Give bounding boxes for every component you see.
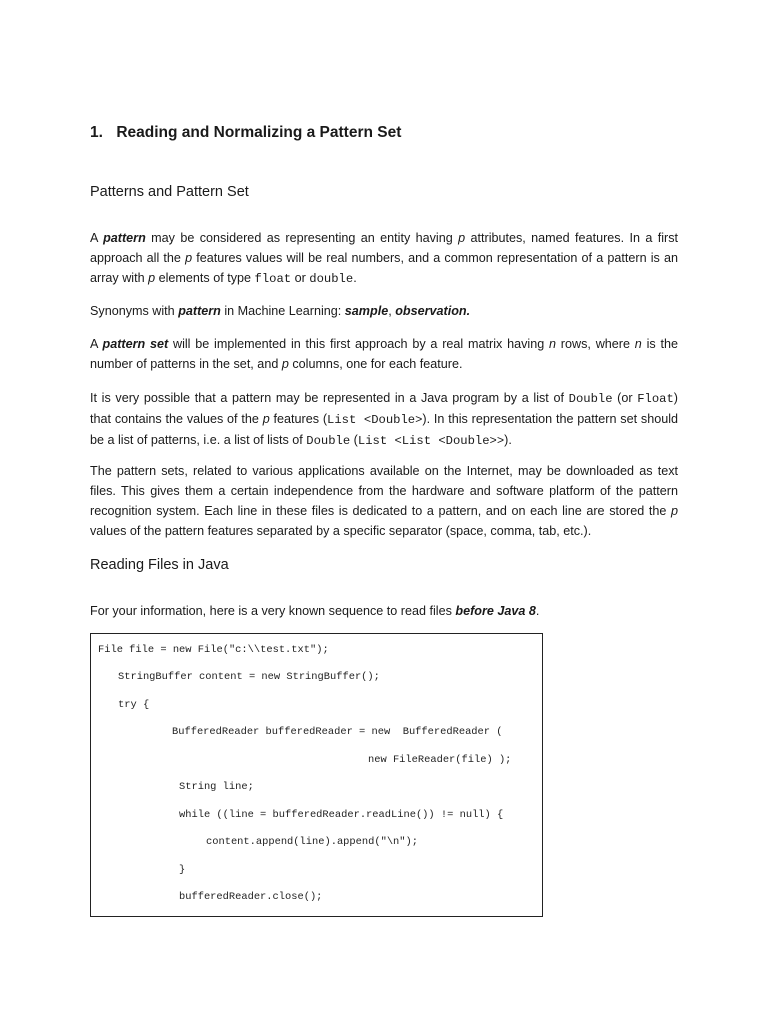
code-float: Float	[637, 392, 674, 406]
emphasis-sample: sample	[344, 304, 389, 318]
text-run: (	[350, 433, 358, 447]
code-list-list-double: List <List <Double>>	[357, 434, 505, 448]
variable-n: n	[549, 337, 557, 351]
code-line: BufferedReader bufferedReader = new BufferedReader (	[172, 726, 503, 738]
text-run: or	[291, 271, 310, 285]
section-title	[90, 124, 401, 142]
code-block	[90, 633, 543, 917]
variable-n: n	[634, 337, 642, 351]
subheading-patterns: Patterns and Pattern Set	[90, 184, 249, 200]
text-run: .	[353, 271, 357, 285]
code-line: File file = new File("c:\\test.txt");	[98, 644, 329, 656]
emphasis-pattern: pattern	[178, 304, 221, 318]
text-run: ) that contains the values of the	[90, 391, 678, 426]
paragraph-java-representation	[90, 388, 678, 451]
emphasis-before-java-8: before Java 8	[455, 604, 536, 618]
text-run: For your information, here is a very known sequence to read files	[90, 604, 456, 618]
code-line: String line;	[179, 781, 254, 793]
variable-p: p	[458, 231, 466, 245]
paragraph-pattern-definition	[90, 228, 678, 289]
text-run: ). In this representation the pattern set should be a list of patterns, i.e. a list of lists of	[90, 412, 679, 447]
text-run: will be implemented in this first approach by a real matrix having	[168, 337, 549, 351]
variable-p: p	[670, 504, 678, 518]
text-run: The pattern sets, related to various applications available on the Internet, may be downloaded as text files. This gives them a certain independence from the hardware and software platform of the pattern recognition system. Each line in these files is dedicated to a pattern, and on each line are stored the	[90, 464, 678, 518]
code-list-double: List <Double>	[327, 413, 423, 427]
code-line: bufferedReader.close();	[179, 891, 323, 903]
code-line: while ((line = bufferedReader.readLine()) != null) {	[179, 809, 504, 821]
text-run: A	[90, 337, 103, 351]
subheading-reading-files: Reading Files in Java	[90, 557, 229, 573]
text-run: It is very possible that a pattern may be represented in a Java program by a list of	[90, 391, 569, 405]
section-number: 1.	[90, 124, 103, 141]
code-line: content.append(line).append("\n");	[206, 836, 419, 848]
text-run: in Machine Learning:	[220, 304, 345, 318]
text-run: ).	[504, 433, 512, 447]
code-line: new FileReader(file) );	[368, 754, 512, 766]
text-run: .	[535, 604, 540, 618]
text-run: features (	[269, 412, 328, 426]
text-run: may be considered as representing an entity having	[145, 231, 459, 245]
code-line: }	[179, 864, 186, 876]
code-line: try {	[118, 699, 150, 711]
text-run: (or	[612, 391, 638, 405]
text-run: columns, one for each feature.	[288, 357, 463, 371]
code-double: Double	[568, 392, 613, 406]
emphasis-pattern-set: pattern set	[102, 337, 169, 351]
text-run: is the number of patterns in the set, and	[90, 337, 678, 371]
text-run: values of the pattern features separated by a specific separator (space, comma, tab, etc.).	[90, 524, 592, 538]
emphasis-pattern: pattern	[103, 231, 146, 245]
text-run: A	[90, 231, 104, 245]
variable-p: p	[185, 251, 193, 265]
code-line: StringBuffer content = new StringBuffer();	[118, 671, 380, 683]
text-run: attributes, named features. In a first approach all the	[90, 231, 678, 265]
variable-p: p	[281, 357, 289, 371]
code-double: double	[309, 272, 354, 286]
text-run: ,	[388, 304, 396, 318]
code-float: float	[254, 272, 292, 286]
paragraph-pattern-files	[90, 461, 678, 541]
text-run: features values will be real numbers, and a common representation of a pattern is an array with	[90, 251, 678, 285]
code-double: Double	[306, 434, 351, 448]
paragraph-synonyms	[90, 301, 678, 321]
variable-p: p	[262, 412, 270, 426]
text-run: rows, where	[556, 337, 635, 351]
paragraph-pattern-set	[90, 334, 678, 374]
text-run: elements of type	[155, 271, 255, 285]
text-run: Synonyms with	[90, 304, 179, 318]
paragraph-read-sequence	[90, 601, 678, 621]
emphasis-observation: observation.	[395, 304, 471, 318]
variable-p: p	[148, 271, 156, 285]
section-title-text: Reading and Normalizing a Pattern Set	[116, 124, 402, 141]
